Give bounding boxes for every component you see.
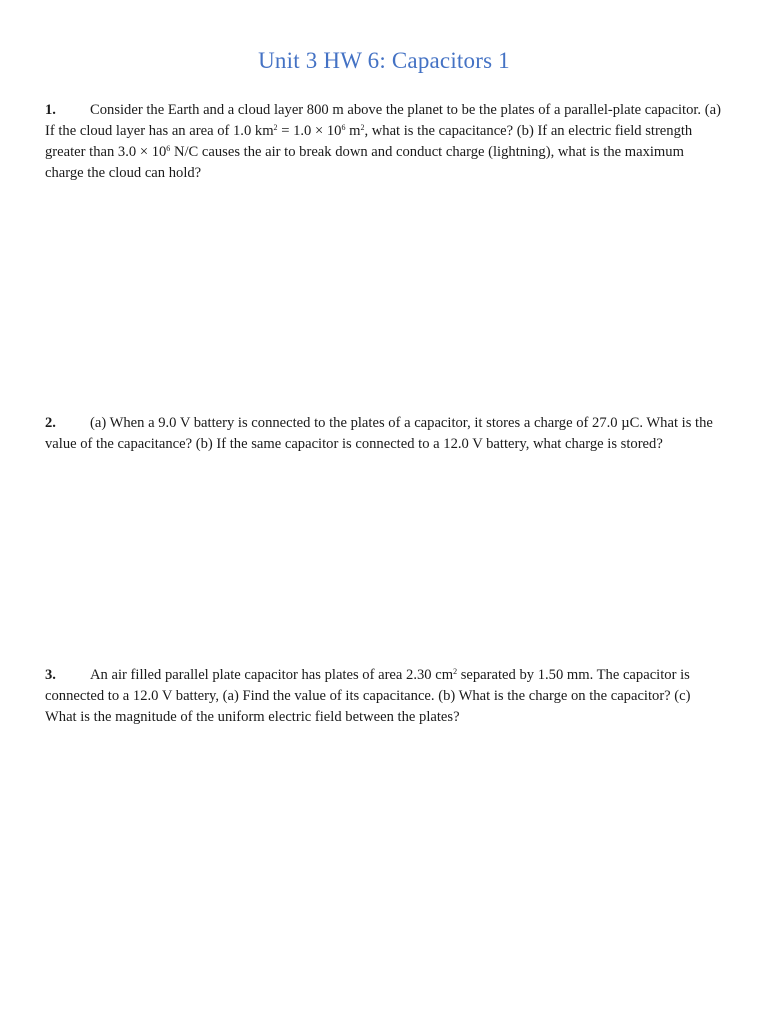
problem-1: [45, 100, 725, 184]
page-title: Unit 3 HW 6: Capacitors 1: [258, 48, 510, 73]
problem-number: 1.: [45, 102, 56, 118]
problem-text: = 1.0 × 10: [277, 123, 342, 139]
problem-number: 2.: [45, 415, 56, 431]
superscript: 6: [166, 144, 171, 153]
problem-text: An air filled parallel plate capacitor has plates of area 2.30 cm: [90, 667, 454, 683]
problem-text: (a) When a 9.0 V battery is connected to the plates of a capacitor, it stores a charge of 27.0 µC. What is the value of the capacitance? (b) If the same capacitor is connected to a 12.0 V battery, what charge is stored?: [45, 415, 713, 452]
superscript: 2: [360, 123, 365, 132]
superscript: 2: [273, 123, 278, 132]
problem-text: Consider the Earth and a cloud layer 800 m above the planet to be the plates of a parallel-plate capacitor. (a) If the cloud layer has an area of 1.0 km: [45, 102, 721, 139]
problem-text: m: [345, 123, 361, 139]
problem-text: , what is the capacitance? (b) If an electric field strength greater than 3.0 × 10: [45, 123, 693, 160]
problem-number: 3.: [45, 667, 56, 683]
problem-2: [45, 413, 725, 455]
superscript: 6: [341, 123, 346, 132]
problem-text: N/C causes the air to break down and conduct charge (lightning), what is the maximum charge the cloud can hold?: [45, 144, 684, 181]
problem-3: [45, 665, 725, 728]
superscript: 2: [453, 667, 458, 676]
problem-text: separated by 1.50 mm. The capacitor is connected to a 12.0 V battery, (a) Find the value of its capacitance. (b) What is the charge on the capacitor? (c) What is the magnitude of the uniform electric field between the plates?: [45, 667, 691, 725]
